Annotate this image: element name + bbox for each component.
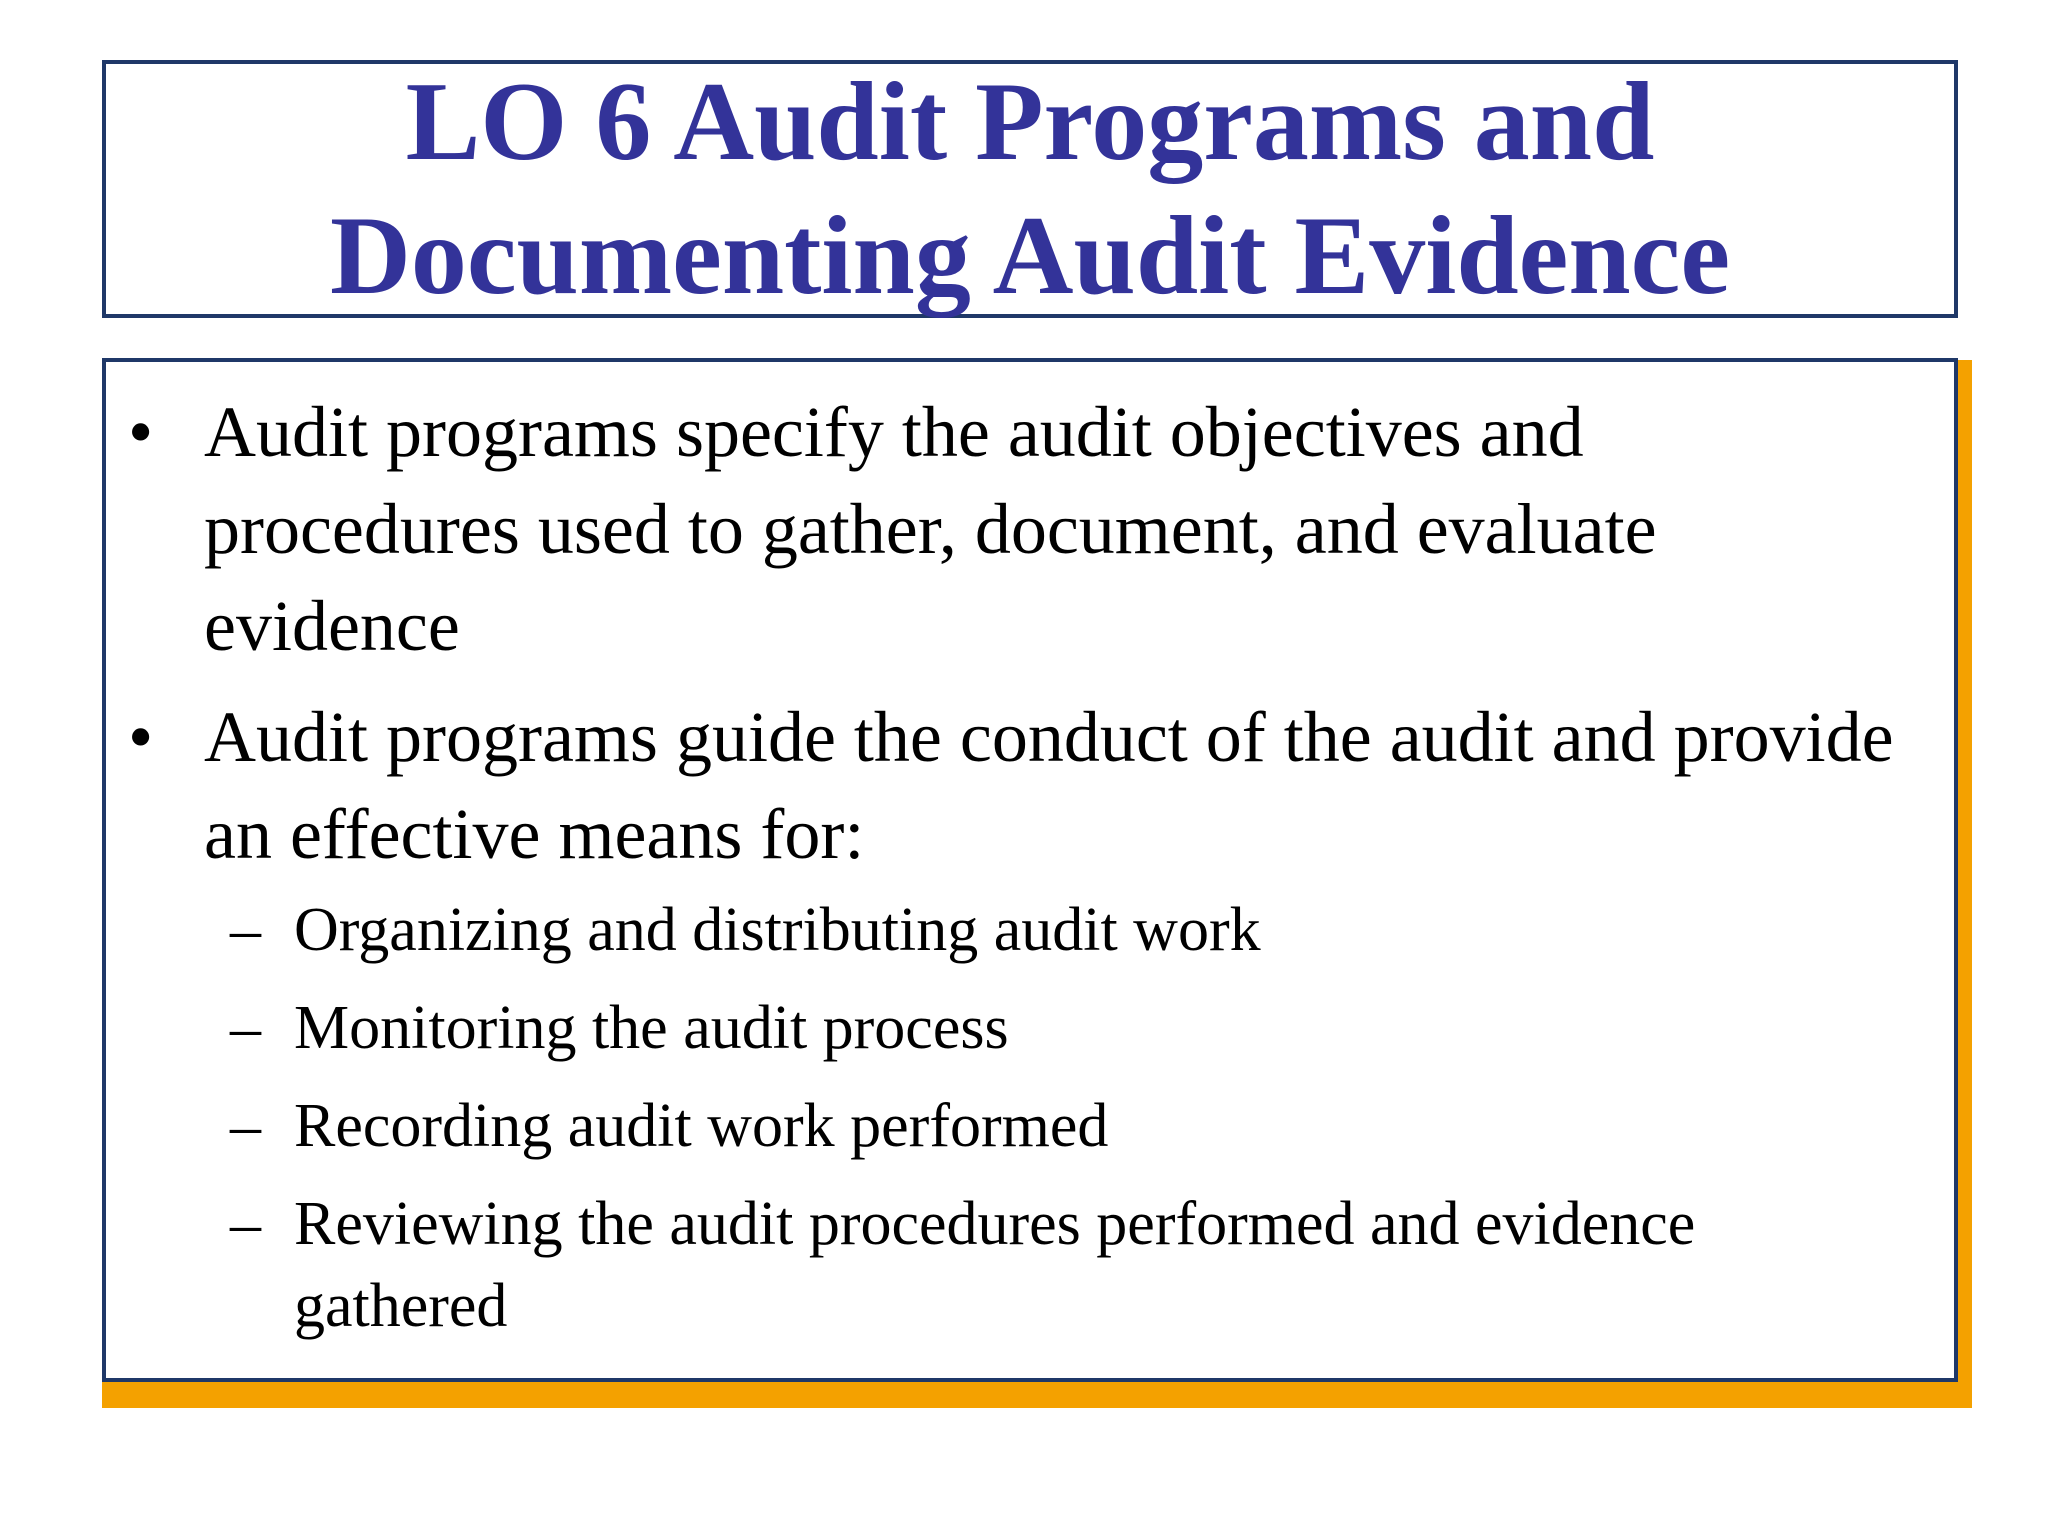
slide-title — [330, 55, 1730, 323]
bullet-icon: • — [128, 392, 154, 472]
dash-icon: – — [230, 994, 261, 1062]
bullet-icon: • — [128, 697, 154, 777]
bullet-item-audit-programs-specify — [106, 384, 1954, 675]
bullet-text: Audit programs specify the audit objectives and procedures used to gather, document, and evaluate evidence — [204, 392, 1657, 666]
sub-bullet-item — [203, 1183, 1894, 1347]
bullet-item-audit-programs-guide — [106, 689, 1954, 1347]
sub-bullet-item — [203, 987, 1894, 1069]
sub-bullet-text: Organizing and distributing audit work — [294, 896, 1261, 964]
dash-icon: – — [230, 1190, 261, 1258]
slide-title-line-2: Documenting Audit Evidence — [329, 194, 1731, 318]
sub-bullet-text: Recording audit work performed — [294, 1092, 1109, 1160]
bullet-list — [106, 384, 1954, 1363]
dash-icon: – — [230, 1092, 261, 1160]
sub-bullet-item — [203, 1085, 1894, 1167]
slide-title-line-1: LO 6 Audit Programs and — [405, 60, 1655, 184]
sub-bullet-text: Reviewing the audit procedures performed and evidence gathered — [294, 1190, 1696, 1340]
bullet-text: Audit programs guide the conduct of the audit and provide an effective means for: — [204, 697, 1894, 874]
sub-bullet-item — [203, 889, 1894, 971]
sub-bullet-list — [204, 889, 1894, 1347]
dash-icon: – — [230, 896, 261, 964]
content-box — [102, 358, 1958, 1382]
title-box — [102, 60, 1958, 318]
sub-bullet-text: Monitoring the audit process — [294, 994, 1009, 1062]
